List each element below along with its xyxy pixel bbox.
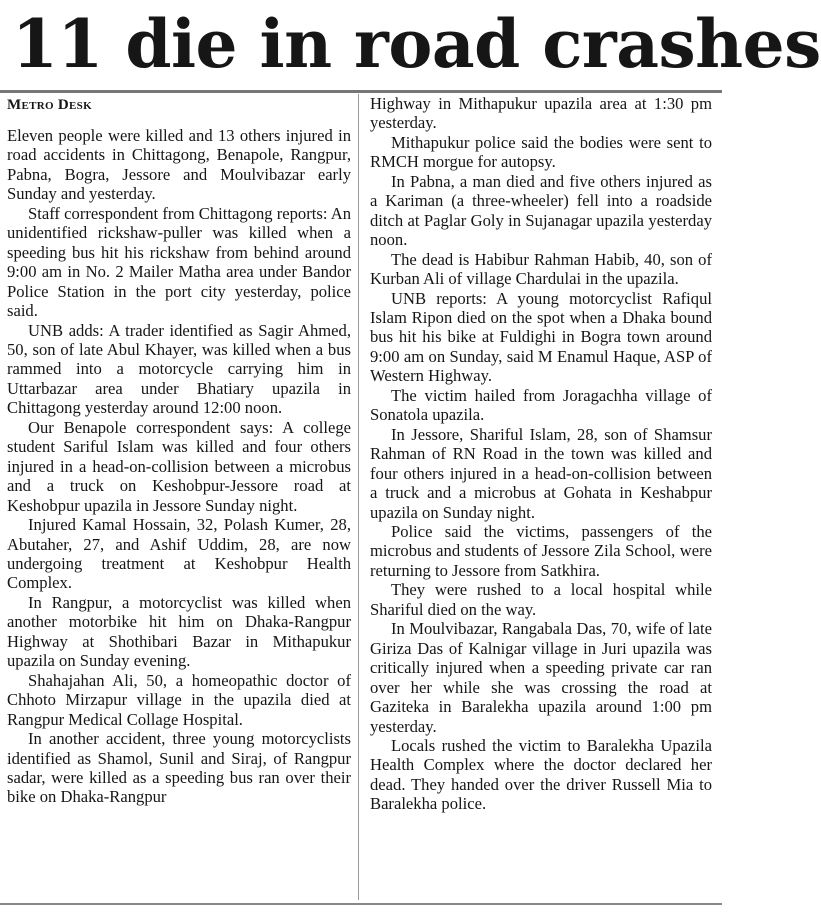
paragraph: In Moulvibazar, Rangabala Das, 70, wife of late Giriza Das of Kalnigar village in Juri upazila was critically injured when a speeding private car ran over her while she was crossing the road at Gaziteka in Baralekha upazila around 1:00 pm yesterday. xyxy=(370,619,712,736)
paragraph: Mithapukur police said the bodies were sent to RMCH morgue for autopsy. xyxy=(370,132,712,172)
paragraph: Eleven people were killed and 13 others injured in road accidents in Chittagong, Benapole, Rangpur, Pabna, Bogra, Jessore and Moulvibazar early Sunday and yesterday. xyxy=(7,126,351,204)
paragraph: Our Benapole correspondent says: A college student Sariful Islam was killed and four others injured in a head-on-collision between a microbus and a truck on Keshobpur-Jessore road at Keshobpur upazila in Jessore Sunday night. xyxy=(7,417,351,515)
paragraph: In Pabna, a man died and five others injured as a Kariman (a three-wheeler) fell into a roadside ditch at Paglar Goly in Sujanagar upazila yesterday noon. xyxy=(370,171,712,250)
paragraph-continuation: Highway in Mithapukur upazila area at 1:30 pm yesterday. xyxy=(370,94,712,133)
byline: Metro Desk xyxy=(7,97,92,113)
paragraph: Police said the victims, passengers of the microbus and students of Jessore Zila School, were returning to Jessore from Satkhira. xyxy=(370,521,712,580)
paragraph: They were rushed to a local hospital while Shariful died on the way. xyxy=(370,580,712,619)
paragraph: UNB adds: A trader identified as Sagir Ahmed, 50, son of late Abul Khayer, was killed when a bus rammed into a motorcycle carrying him in Uttarbazar area under Bhatiary upazila in Chittagong yesterday around 12:00 noon. xyxy=(7,320,351,418)
paragraph: Shahajahan Ali, 50, a homeopathic doctor of Chhoto Mirzapur village in the upazila died at Rangpur Medical Collage Hospital. xyxy=(7,670,351,729)
left-column xyxy=(7,94,351,807)
paragraph: The victim hailed from Joragachha village of Sonatola upazila. xyxy=(370,385,712,425)
paragraph: Staff correspondent from Chittagong reports: An unidentified rickshaw-puller was killed when a speeding bus hit his rickshaw from behind around 9:00 am in No. 2 Mailer Matha area under Bandor Police Station in the port city yesterday, police said. xyxy=(7,203,351,321)
paragraph: The dead is Habibur Rahman Habib, 40, son of Kurban Ali of village Chardulai in the upazila. xyxy=(370,249,712,289)
paragraph: In Rangpur, a motorcyclist was killed when another motorbike hit him on Dhaka-Rangpur Highway at Shothibari Bazar in Mithapukur upazila on Sunday evening. xyxy=(7,592,351,671)
paragraph: Injured Kamal Hossain, 32, Polash Kumer, 28, Abutaher, 27, and Ashif Uddim, 28, are now undergoing treatment at Keshobpur Health Complex. xyxy=(7,515,351,593)
paragraph: In Jessore, Shariful Islam, 28, son of Shamsur Rahman of RN Road in the town was killed and four others injured in a head-on-collision between a truck and a microbus at Gohata in Keshabpur upazila on Sunday night. xyxy=(370,424,712,522)
column-divider xyxy=(358,94,359,900)
headline: 11 die in road crashes xyxy=(12,5,821,83)
paragraph: In another accident, three young motorcyclists identified as Shamol, Sunil and Siraj, of Rangpur sadar, were killed as a speeding bus ran over their bike on Dhaka-Rangpur xyxy=(7,729,351,807)
headline-rule xyxy=(0,90,722,93)
paragraph: UNB reports: A young motorcyclist Rafiqul Islam Ripon died on the spot when a Dhaka bound bus hit his bike at Fuldighi in Bogra town around 9:00 am on Sunday, said M Enamul Haque, ASP of Western Highway. xyxy=(370,288,712,386)
bottom-rule xyxy=(0,903,722,905)
right-column xyxy=(370,94,712,814)
paragraph: Locals rushed the victim to Baralekha Upazila Health Complex where the doctor declared her dead. They handed over the driver Russell Mia to Baralekha police. xyxy=(370,735,712,814)
